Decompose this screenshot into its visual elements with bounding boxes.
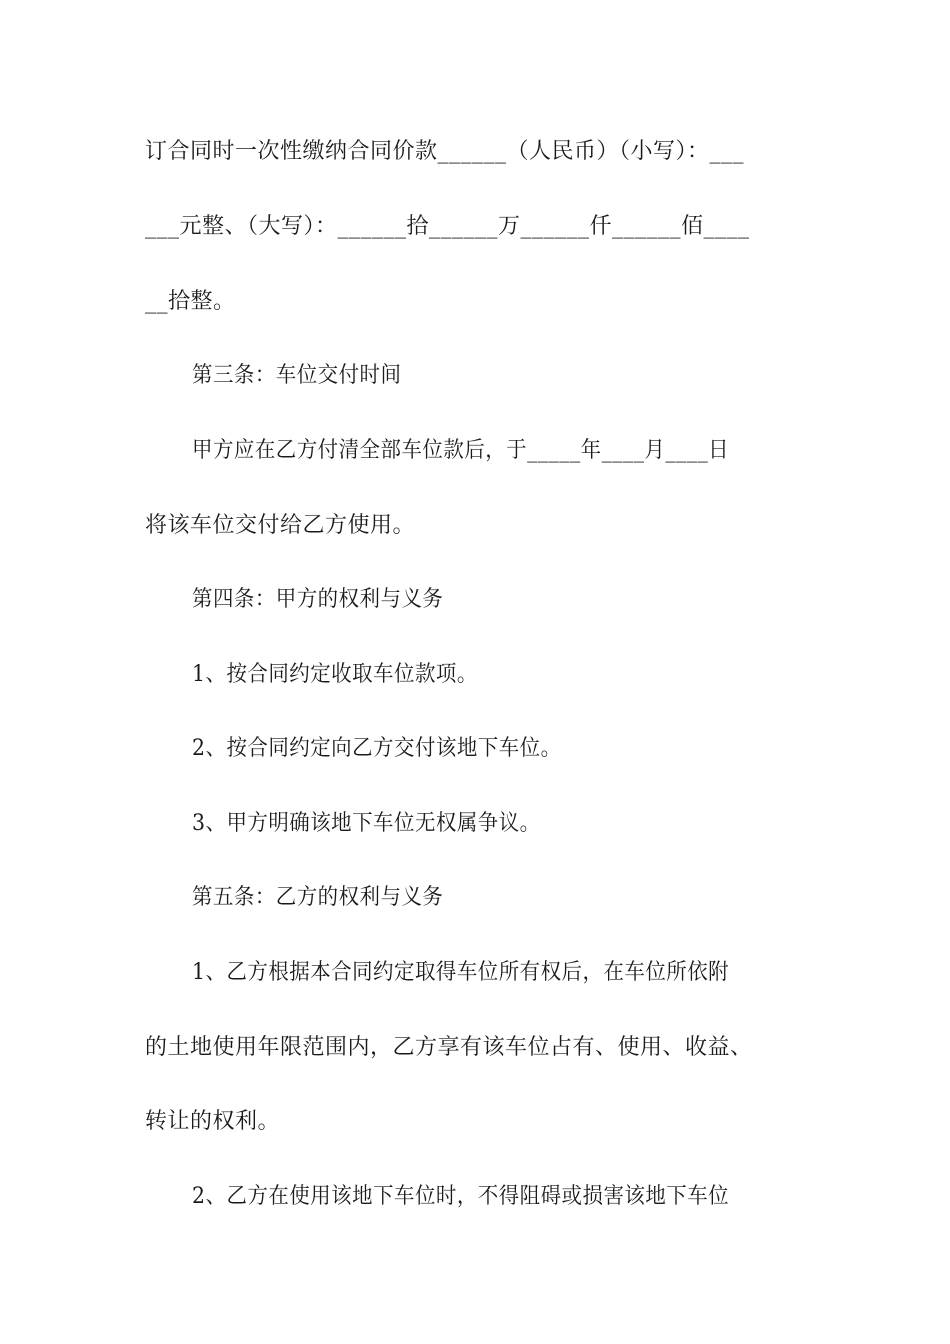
body-text-line: 转让的权利。 [145, 1109, 281, 1134]
section-heading: 第五条：乙方的权利与义务 [192, 885, 444, 910]
body-text-line: __拾整。 [145, 289, 236, 314]
list-item: 3、甲方明确该地下车位无权属争议。 [192, 811, 541, 836]
section-heading: 第四条：甲方的权利与义务 [192, 587, 444, 612]
section-heading: 第三条：车位交付时间 [192, 363, 402, 388]
list-item: 1、按合同约定收取车位款项。 [192, 662, 478, 687]
list-item: 1、乙方根据本合同约定取得车位所有权后，在车位所依附 [192, 960, 730, 985]
body-text-line: 将该车位交付给乙方使用。 [145, 513, 416, 538]
list-item: 2、按合同约定向乙方交付该地下车位。 [192, 736, 562, 761]
body-text-line: 甲方应在乙方付清全部车位款后，于_____年____月____日 [192, 438, 730, 463]
body-text-line: ___元整、（大写）：______拾______万______仟______佰____ [145, 214, 750, 239]
list-item: 2、乙方在使用该地下车位时，不得阻碍或损害该地下车位 [192, 1184, 730, 1209]
body-text-line: 订合同时一次性缴纳合同价款______（人民币）（小写）：___ [145, 139, 745, 164]
body-text-line: 的土地使用年限范围内，乙方享有该车位占有、使用、收益、 [145, 1035, 753, 1060]
